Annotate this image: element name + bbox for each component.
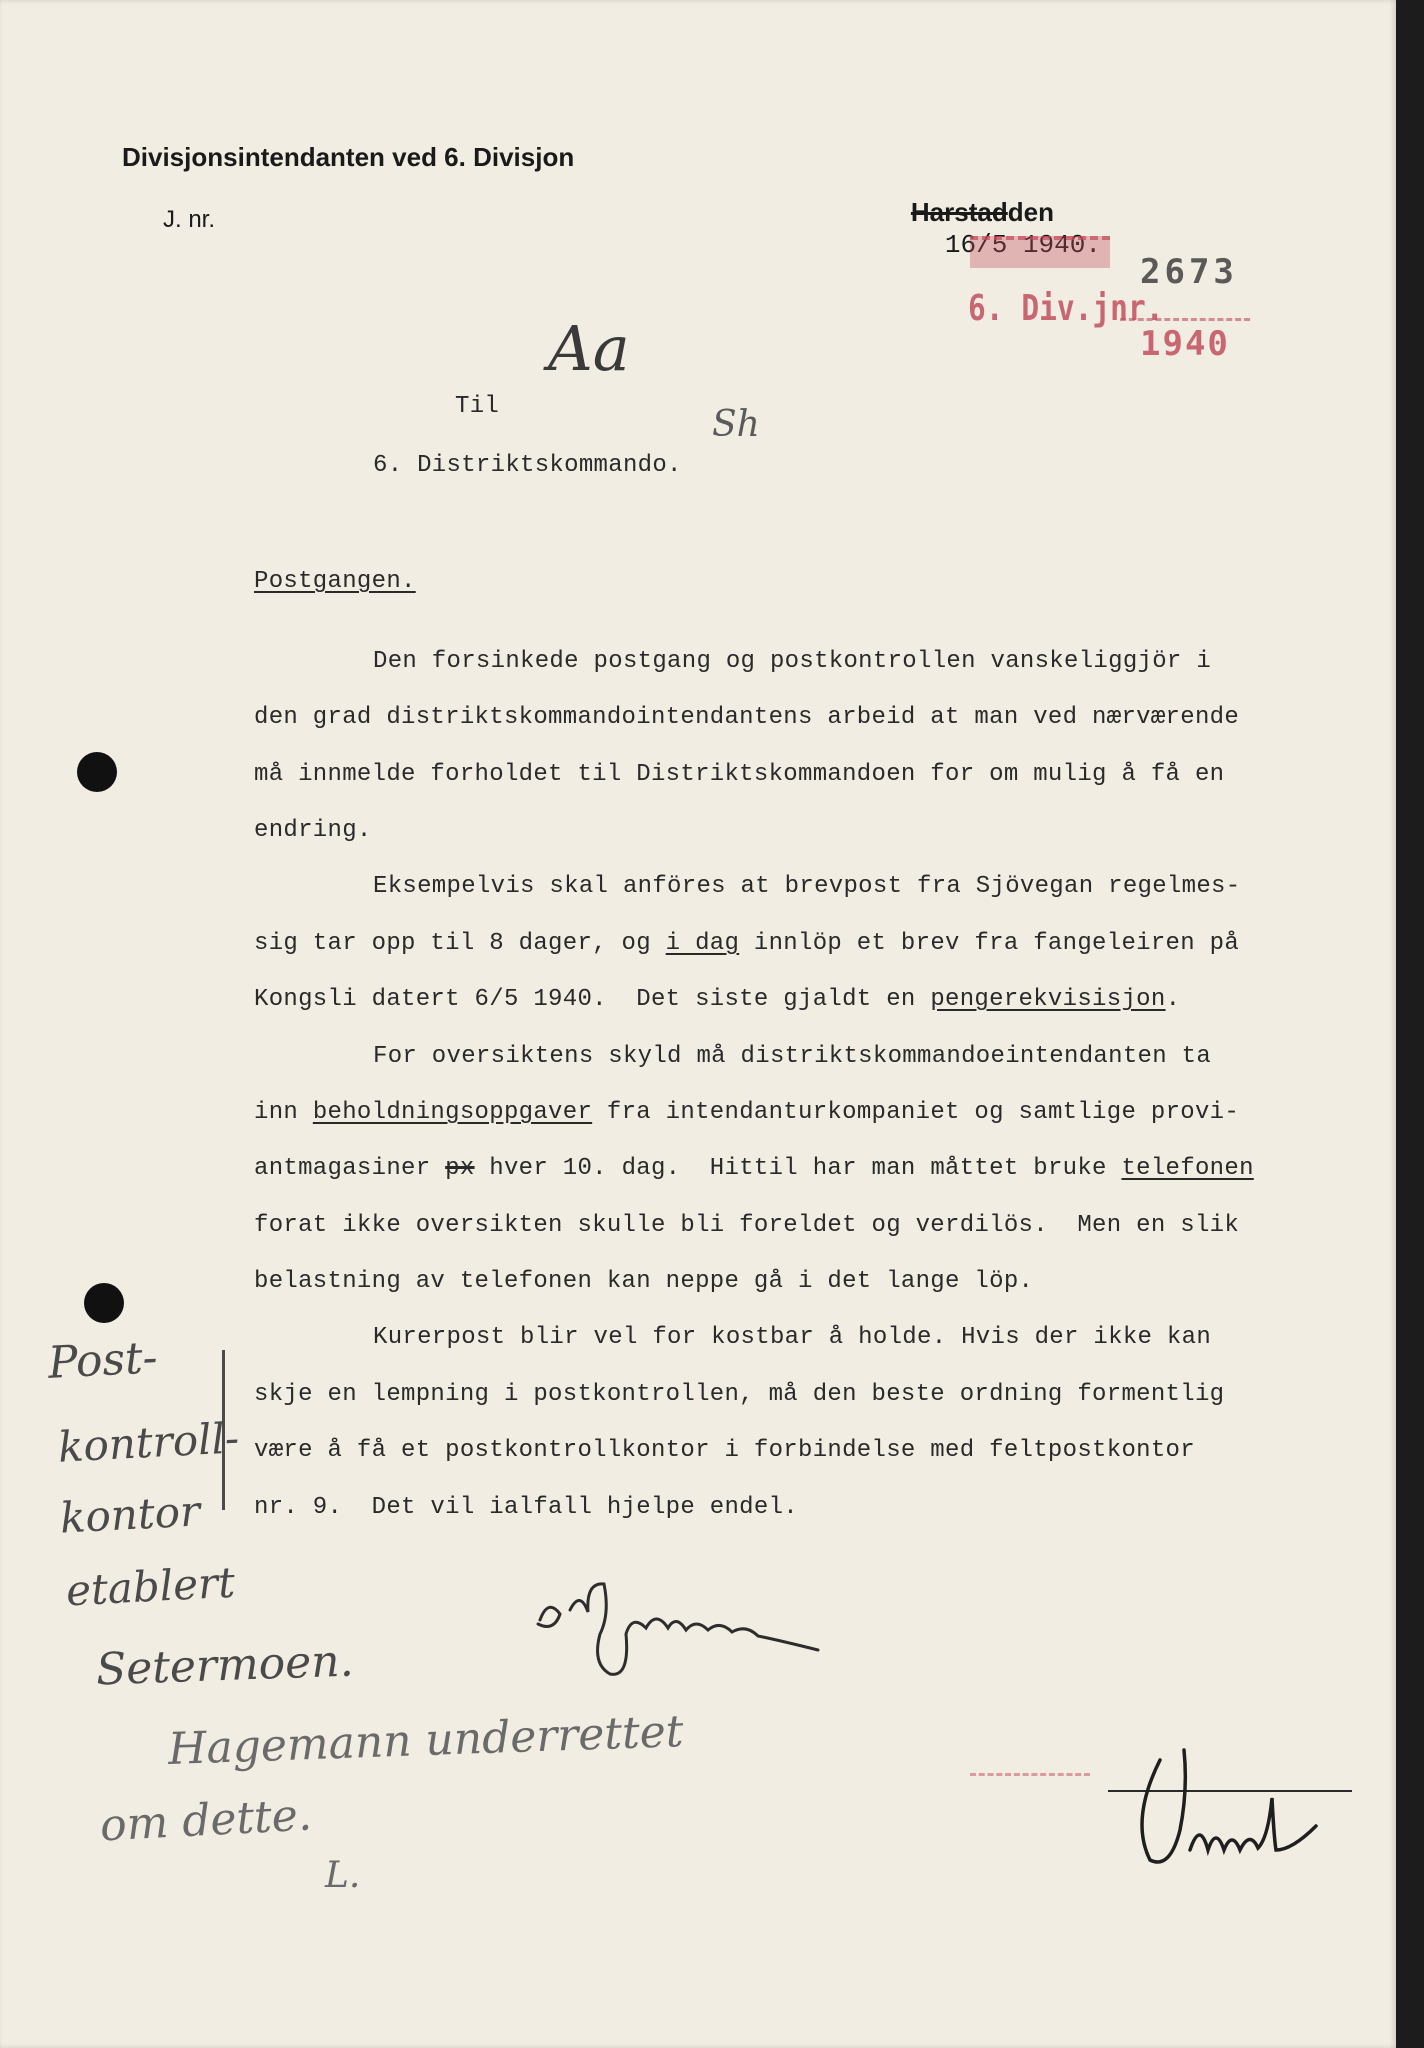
body-line: må innmelde forholdet til Distriktskommandoen for om mulig å få en	[254, 761, 1225, 788]
body-line: den grad distriktskommandointendantens arbeid at man ved nærværende	[254, 704, 1240, 731]
stamp-faint-mark	[970, 1773, 1090, 1776]
bottom-note-line: L.	[325, 1855, 361, 1896]
body-text: sig tar opp til 8 dager, og	[254, 930, 666, 957]
subject-heading: Postgangen.	[254, 568, 416, 595]
letter-date: 16/5 1940.	[944, 230, 1101, 260]
date-den: den	[1007, 197, 1054, 227]
body-line: nr. 9. Det vil ialfall hjelpe endel.	[254, 1494, 798, 1521]
handwritten-initials-small: Sh	[712, 404, 760, 445]
stamp-rule	[1120, 318, 1250, 321]
handwritten-initials: Aa	[548, 312, 630, 385]
body-line	[254, 1099, 1239, 1126]
body-text: Kongsli datert 6/5 1940. Det siste gjaldt en	[254, 986, 931, 1013]
body-line: forat ikke oversikten skulle bli foreldet og verdilös. Men en slik	[254, 1212, 1240, 1239]
punch-hole-bottom	[84, 1283, 124, 1323]
scan-edge	[1396, 0, 1424, 2048]
place-name: Harstad	[910, 197, 1008, 227]
body-line: Eksempelvis skal anföres at brevpost fra Sjövegan regelmes-	[373, 873, 1241, 900]
body-text: .	[1165, 986, 1181, 1013]
body-text: inn	[254, 1099, 313, 1126]
office-heading: Divisjonsintendanten ved 6. Divisjon	[122, 142, 575, 172]
underlined-term: pengerekvisisjon	[930, 986, 1166, 1013]
body-text: antmagasiner	[254, 1155, 446, 1182]
body-line: skje en lempning i postkontrollen, må den beste ordning formentlig	[254, 1381, 1225, 1408]
margin-bracket	[222, 1350, 225, 1510]
body-line: belastning av telefonen kan neppe gå i det lange löp.	[254, 1268, 1034, 1295]
body-line	[254, 986, 1180, 1013]
body-line: For oversiktens skyld må distriktskommandoeintendanten ta	[373, 1043, 1212, 1070]
stamp-year: 1940	[1140, 324, 1230, 364]
underlined-term: beholdningsoppgaver	[312, 1099, 593, 1126]
margin-note-line: Post-	[46, 1332, 159, 1389]
journal-number-label: J. nr.	[163, 206, 216, 233]
margin-note-line: etablert	[64, 1557, 237, 1616]
body-text: innlöp et brev fra fangeleiren på	[739, 930, 1240, 957]
stamp-smudge	[970, 236, 1110, 268]
struck-text: px	[445, 1155, 475, 1182]
margin-note-line: kontroll-	[56, 1413, 241, 1472]
bottom-note-line: om dette.	[98, 1789, 313, 1852]
body-line: være å få et postkontrollkontor i forbindelse med feltpostkontor	[254, 1437, 1195, 1464]
recipient-til: Til	[455, 393, 500, 420]
margin-note-line: Setermoen.	[95, 1635, 355, 1696]
stamp-unit: 6. Div.jnr.	[968, 288, 1164, 329]
underlined-term: i dag	[665, 930, 740, 957]
body-line	[254, 1155, 1254, 1182]
body-text: hver 10. dag. Hittil har man måttet bruke	[474, 1155, 1122, 1182]
body-line	[254, 930, 1239, 957]
date-line	[882, 166, 1101, 291]
signature-hagemann	[530, 1570, 950, 1710]
body-line: endring.	[254, 817, 372, 844]
bottom-note-line: Hagemann underrettet	[167, 1706, 685, 1775]
body-text: fra intendanturkompaniet og samtlige provi-	[592, 1099, 1240, 1126]
underlined-term: telefonen	[1121, 1155, 1254, 1182]
body-line: Kurerpost blir vel for kostbar å holde. Hvis der ikke kan	[373, 1324, 1212, 1351]
punch-hole-top	[77, 752, 117, 792]
body-line: Den forsinkede postgang og postkontrollen vanskeliggjör i	[373, 648, 1212, 675]
margin-note-line: kontor	[58, 1486, 202, 1543]
stamp-number: 2673	[1140, 252, 1238, 292]
counter-signature	[1120, 1740, 1360, 1880]
recipient-name: 6. Distriktskommando.	[373, 452, 682, 479]
